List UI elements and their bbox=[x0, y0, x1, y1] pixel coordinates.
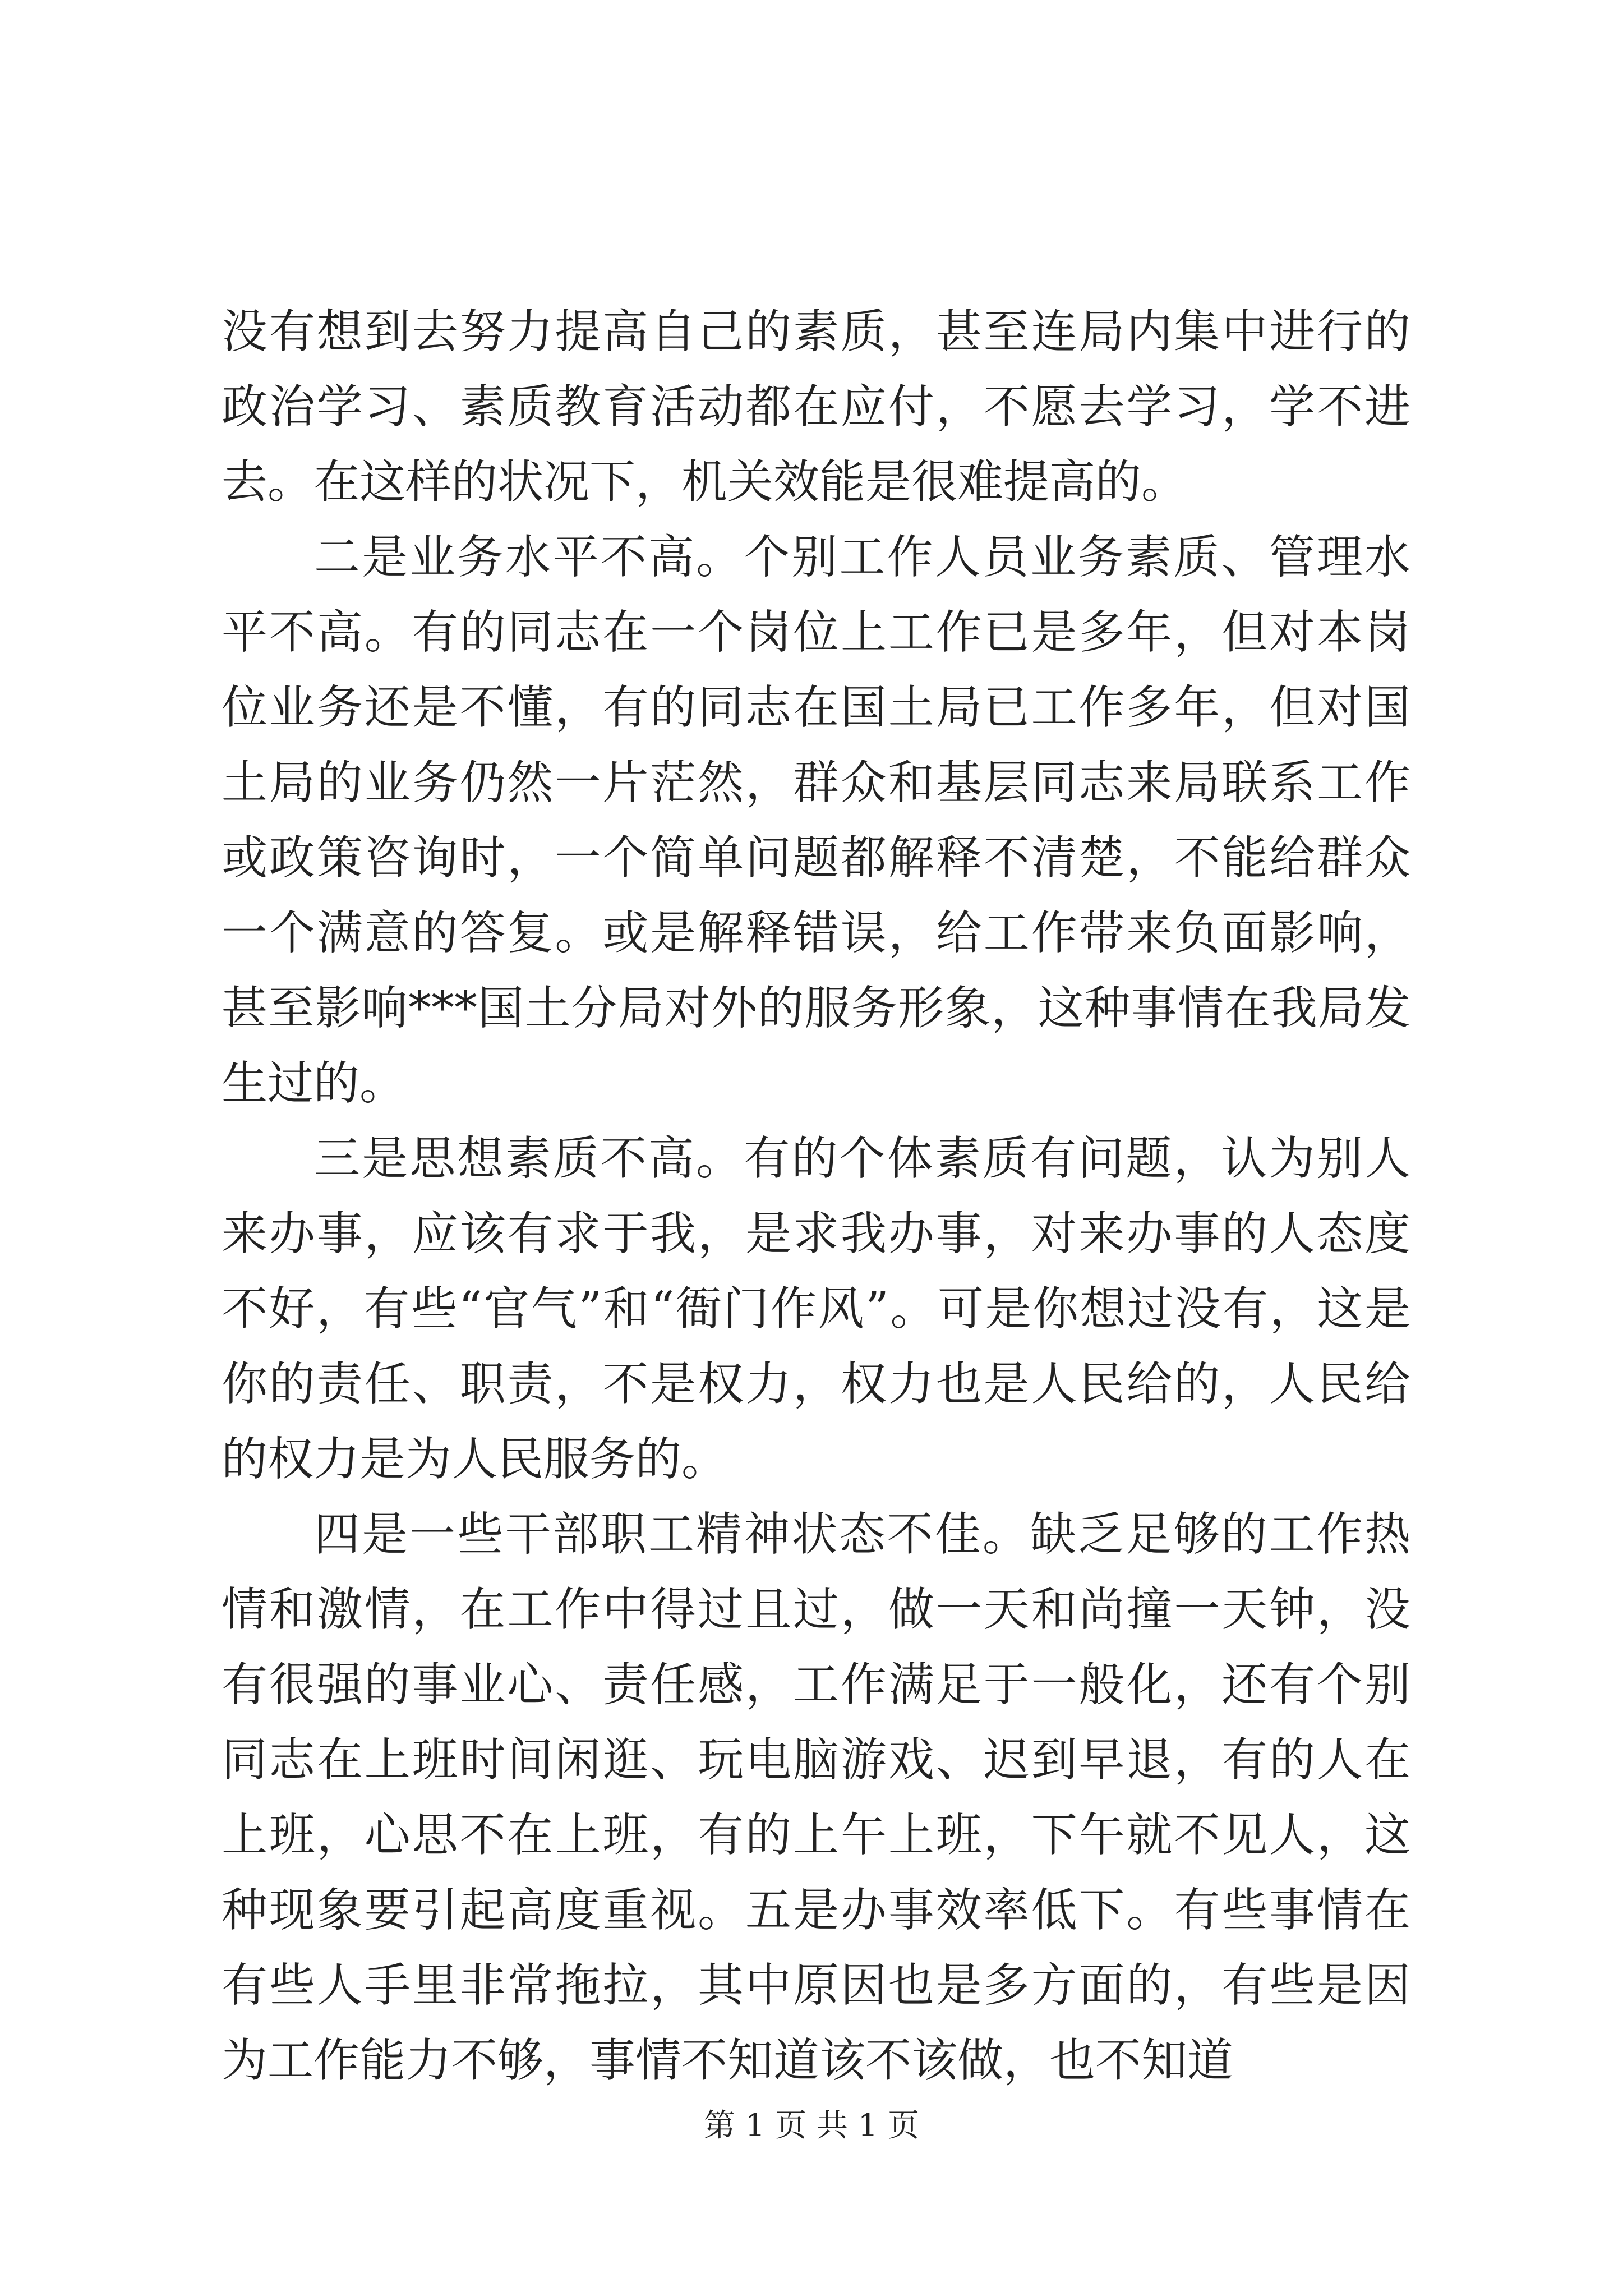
paragraph-ideological-quality: 三是思想素质不高。有的个体素质有问题，认为别人来办事，应该有求于我，是求我办事，对来办事的人态度不好，有些“官气”和“衙门作风”。可是你想过没有，这是你的责任、职责，不是权力，权力也是人民给的，人民给的权力是为人民服务的。 bbox=[222, 1132, 1410, 1486]
paragraph-continuation: 没有想到去努力提高自己的素质，甚至连局内集中进行的政治学习、素质教育活动都在应付，不愿去学习，学不进去。在这样的状况下，机关效能是很难提高的。 bbox=[222, 305, 1410, 509]
paragraph-business-level: 二是业务水平不高。个别工作人员业务素质、管理水平不高。有的同志在一个岗位上工作已是多年，但对本岗位业务还是不懂，有的同志在国土局已工作多年，但对国土局的业务仍然一片茫然，群众和基层同志来局联系工作或政策咨询时，一个简单问题都解释不清楚，不能给群众一个满意的答复。或是解释错误，给工作带来负面影响，甚至影响***国土分局对外的服务形象，这种事情在我局发生过的。 bbox=[222, 531, 1410, 1110]
paragraph-mental-state: 四是一些干部职工精神状态不佳。缺乏足够的工作热情和激情，在工作中得过且过，做一天和尚撞一天钟，没有很强的事业心、责任感，工作满足于一般化，还有个别同志在上班时间闲逛、玩电脑游戏、迟到早退，有的人在上班，心思不在上班，有的上午上班，下午就不见人，这种现象要引起高度重视。五是办事效率低下。有些事情在有些人手里非常拖拉，其中原因也是多方面的，有些是因为工作能力不够，事情不知道该不该做，也不知道 bbox=[222, 1508, 1410, 2087]
document-body bbox=[222, 295, 1410, 2099]
page-footer: 第 1 页 共 1 页 bbox=[703, 2108, 920, 2144]
